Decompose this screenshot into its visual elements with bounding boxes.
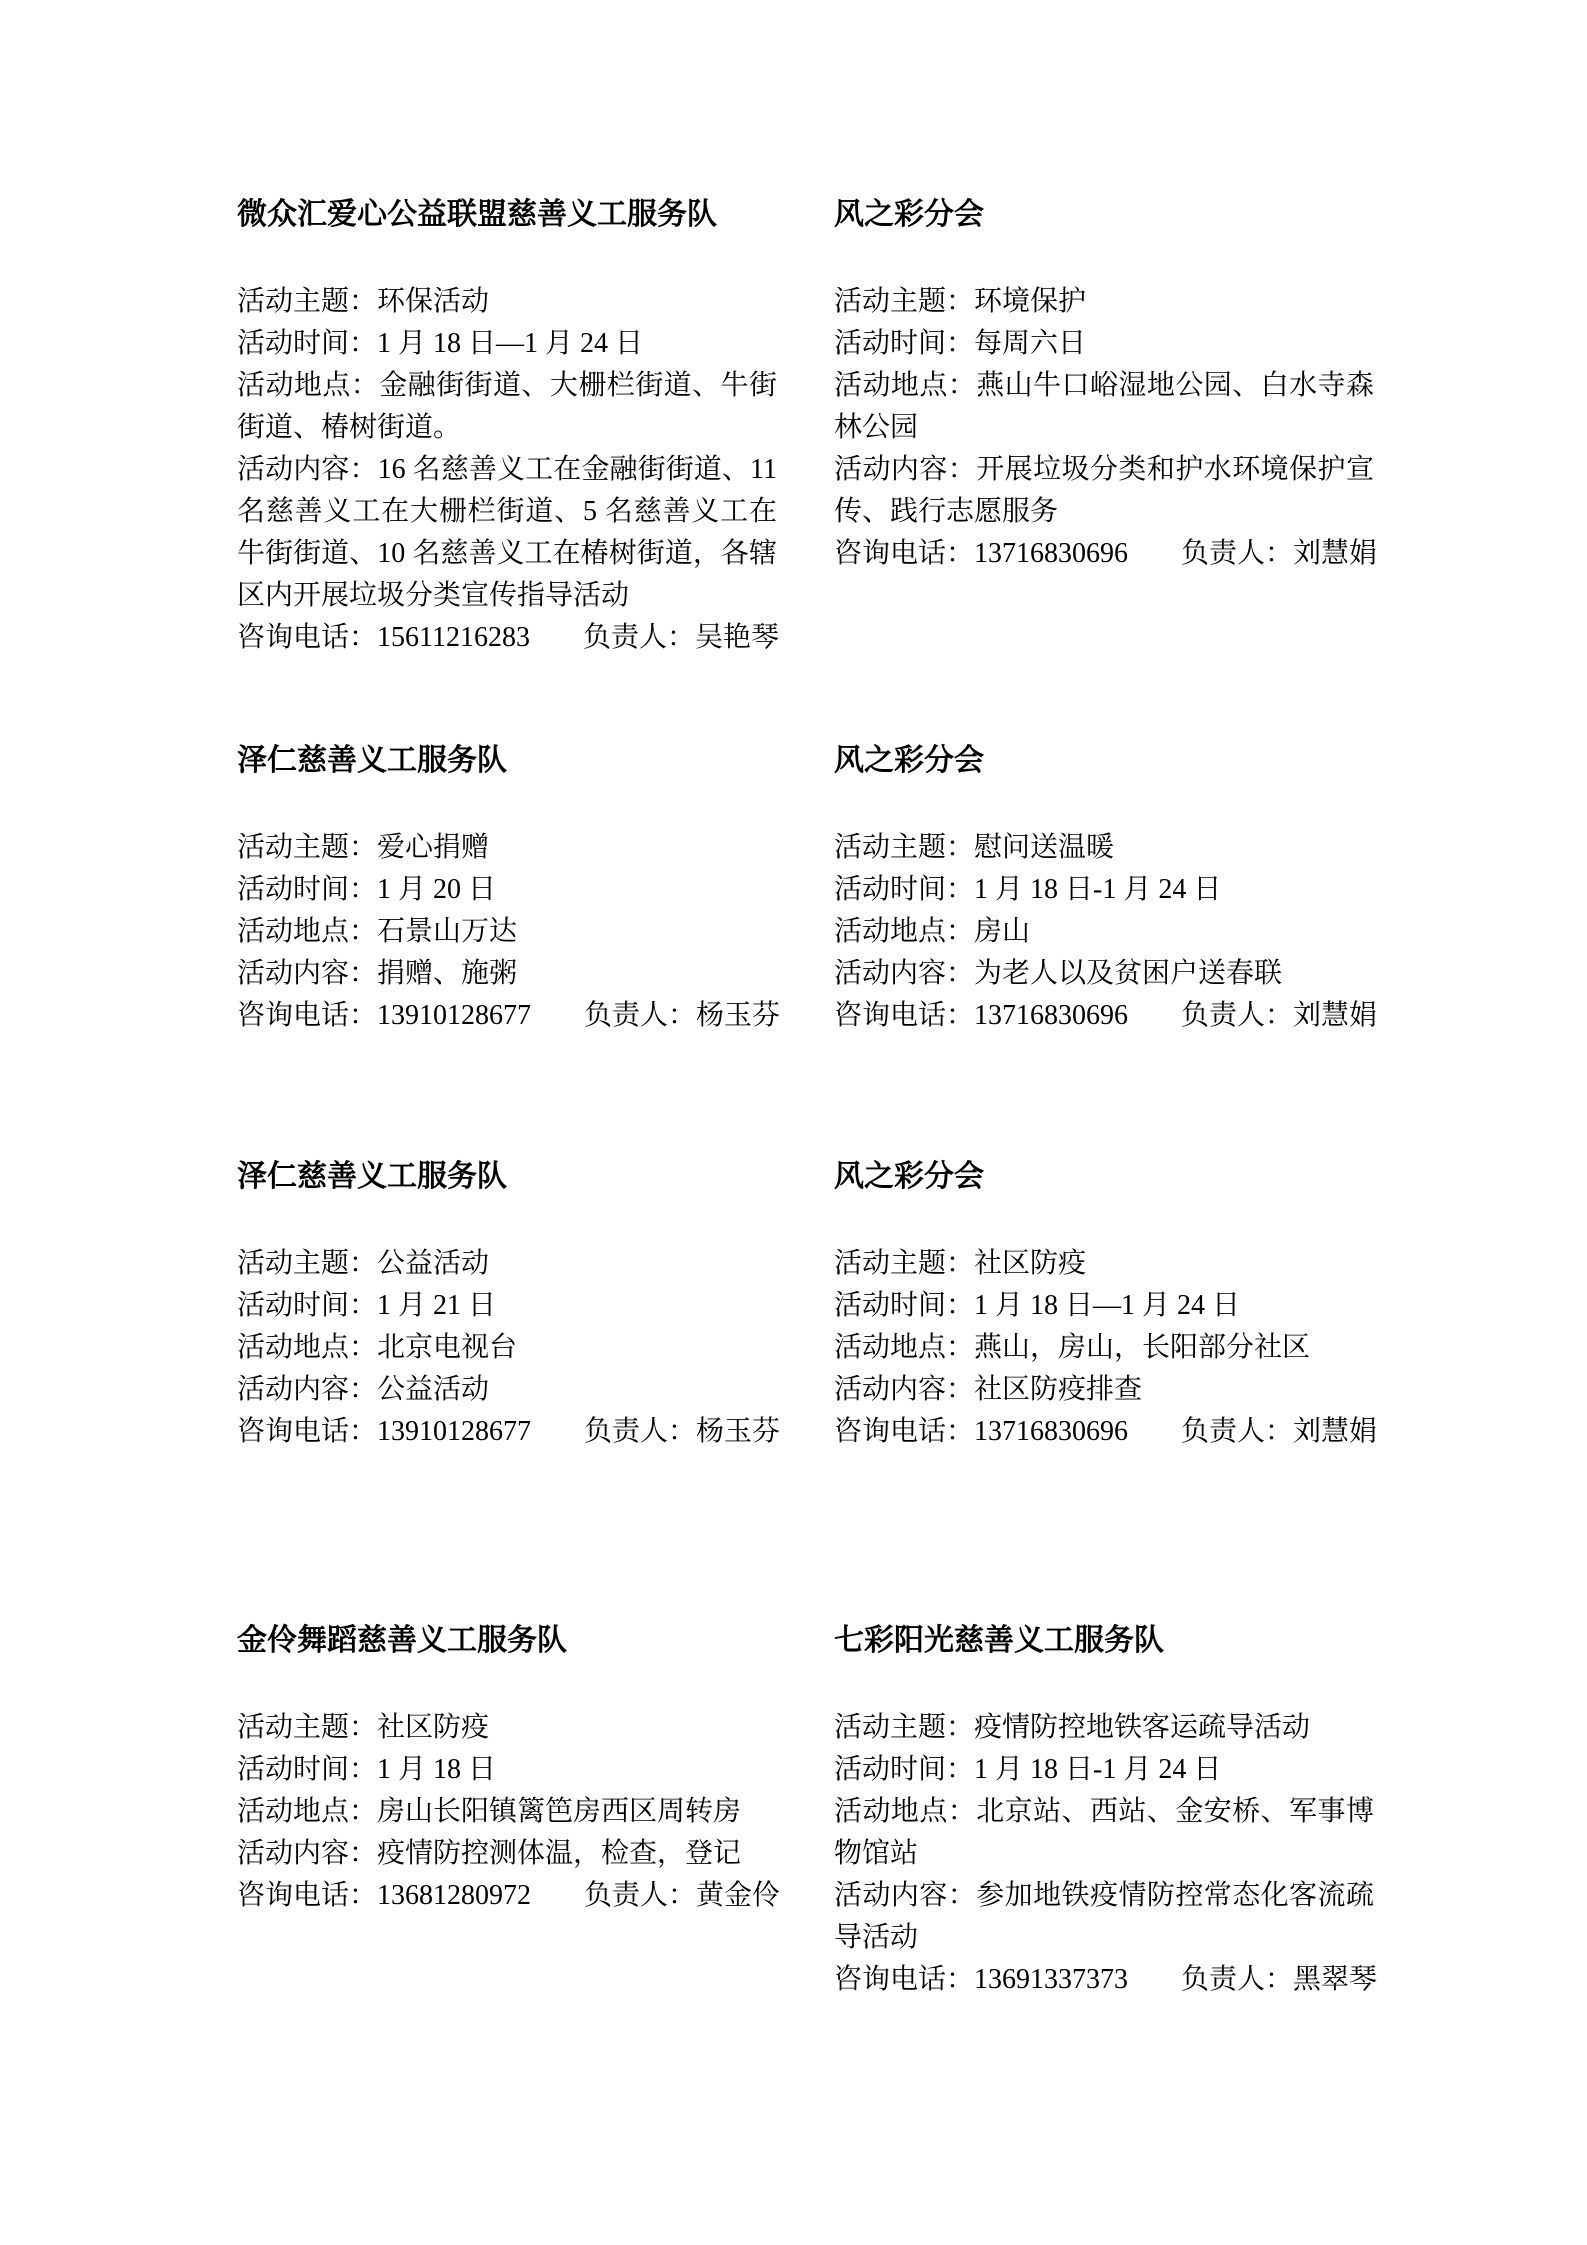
contact-line: [237, 995, 781, 1037]
contact-phone: 咨询电话：13716830696: [834, 1416, 1129, 1447]
activity-time: 活动时间：1 月 18 日-1 月 24 日: [834, 1754, 1222, 1785]
contact-line: [237, 1875, 781, 1917]
activity-theme: 活动主题：社区防疫: [834, 1248, 1087, 1279]
activity-location: 活动地点：燕山牛口峪湿地公园、白水寺森林公园: [834, 370, 1374, 443]
activity-location: 活动地点：金融街街道、大栅栏街道、牛街街道、椿树街道。: [237, 370, 777, 443]
activity-card: [834, 1620, 1378, 2001]
activity-time: 活动时间：1 月 18 日-1 月 24 日: [834, 874, 1222, 905]
activity-row: [237, 740, 1587, 1037]
activity-row: [237, 194, 1587, 659]
activity-location: 活动地点：房山长阳镇篱笆房西区周转房: [237, 1796, 742, 1827]
activity-location: 活动地点：燕山，房山，长阳部分社区: [834, 1332, 1311, 1363]
activity-theme: 活动主题：爱心捐赠: [237, 832, 490, 863]
activity-location: 活动地点：房山: [834, 916, 1031, 947]
activity-card: [237, 1620, 781, 1917]
team-title: 风之彩分会: [834, 1160, 984, 1193]
activity-content: 活动内容：疫情防控测体温，检查，登记: [237, 1838, 742, 1869]
team-title: 泽仁慈善义工服务队: [237, 744, 507, 777]
contact-line: [237, 1411, 781, 1453]
contact-phone: 咨询电话：13910128677: [237, 1000, 532, 1031]
contact-line: [834, 1959, 1378, 2001]
activity-theme: 活动主题：社区防疫: [237, 1712, 490, 1743]
team-title: 七彩阳光慈善义工服务队: [834, 1624, 1164, 1657]
contact-phone: 咨询电话：13910128677: [237, 1416, 532, 1447]
team-title: 泽仁慈善义工服务队: [237, 1160, 507, 1193]
contact-phone: 咨询电话：13681280972: [237, 1880, 532, 1911]
team-title: 金伶舞蹈慈善义工服务队: [237, 1624, 567, 1657]
activity-location: 活动地点：北京电视台: [237, 1332, 518, 1363]
activity-row: [237, 1156, 1587, 1453]
activity-card: [237, 1156, 781, 1453]
activity-content: 活动内容：公益活动: [237, 1374, 490, 1405]
contact-phone: 咨询电话：13716830696: [834, 538, 1129, 569]
activity-time: 活动时间：1 月 20 日: [237, 874, 497, 905]
activity-time: 活动时间：1 月 18 日: [237, 1754, 497, 1785]
activity-theme: 活动主题：环保活动: [237, 286, 490, 317]
activity-content: 活动内容：开展垃圾分类和护水环境保护宣传、践行志愿服务: [834, 454, 1374, 527]
activity-content: 活动内容：为老人以及贫困户送春联: [834, 958, 1283, 989]
activity-theme: 活动主题：慰问送温暖: [834, 832, 1115, 863]
activity-card: [237, 740, 781, 1037]
contact-manager: 负责人：刘慧娟: [1181, 1000, 1378, 1031]
contact-line: [834, 1411, 1378, 1453]
activity-theme: 活动主题：疫情防控地铁客运疏导活动: [834, 1712, 1311, 1743]
contact-manager: 负责人：杨玉芬: [584, 1416, 781, 1447]
contact-line: [237, 617, 777, 659]
contact-manager: 负责人：吴艳琴: [582, 622, 779, 653]
contact-line: [834, 533, 1378, 575]
activity-content: 活动内容：参加地铁疫情防控常态化客流疏导活动: [834, 1880, 1374, 1953]
team-title: 风之彩分会: [834, 198, 984, 231]
activity-time: 活动时间：1 月 18 日—1 月 24 日: [834, 1290, 1241, 1321]
activity-time: 活动时间：每周六日: [834, 328, 1087, 359]
team-title: 微众汇爱心公益联盟慈善义工服务队: [237, 198, 717, 231]
activity-theme: 活动主题：环境保护: [834, 286, 1087, 317]
activity-time: 活动时间：1 月 21 日: [237, 1290, 497, 1321]
contact-manager: 负责人：刘慧娟: [1181, 1416, 1378, 1447]
activity-content: 活动内容：社区防疫排查: [834, 1374, 1143, 1405]
contact-phone: 咨询电话：15611216283: [237, 622, 530, 653]
activity-content: 活动内容：16 名慈善义工在金融街街道、11 名慈善义工在大栅栏街道、5 名慈善义工在牛街街道、10 名慈善义工在椿树街道，各辖区内开展垃圾分类宣传指导活动: [237, 454, 777, 611]
contact-line: [834, 995, 1378, 1037]
contact-manager: 负责人：黑翠琴: [1181, 1964, 1378, 1995]
contact-manager: 负责人：杨玉芬: [584, 1000, 781, 1031]
team-title: 风之彩分会: [834, 744, 984, 777]
activity-content: 活动内容：捐赠、施粥: [237, 958, 518, 989]
activity-time: 活动时间：1 月 18 日—1 月 24 日: [237, 328, 644, 359]
activity-theme: 活动主题：公益活动: [237, 1248, 490, 1279]
activity-card: [834, 740, 1378, 1037]
activity-card: [834, 1156, 1378, 1453]
activity-row: [237, 1620, 1587, 2001]
activity-card: [237, 194, 777, 659]
contact-phone: 咨询电话：13691337373: [834, 1964, 1129, 1995]
activity-location: 活动地点：石景山万达: [237, 916, 518, 947]
activity-card: [834, 194, 1378, 575]
contact-manager: 负责人：刘慧娟: [1181, 538, 1378, 569]
contact-phone: 咨询电话：13716830696: [834, 1000, 1129, 1031]
contact-manager: 负责人：黄金伶: [584, 1880, 781, 1911]
activity-location: 活动地点：北京站、西站、金安桥、军事博物馆站: [834, 1796, 1374, 1869]
